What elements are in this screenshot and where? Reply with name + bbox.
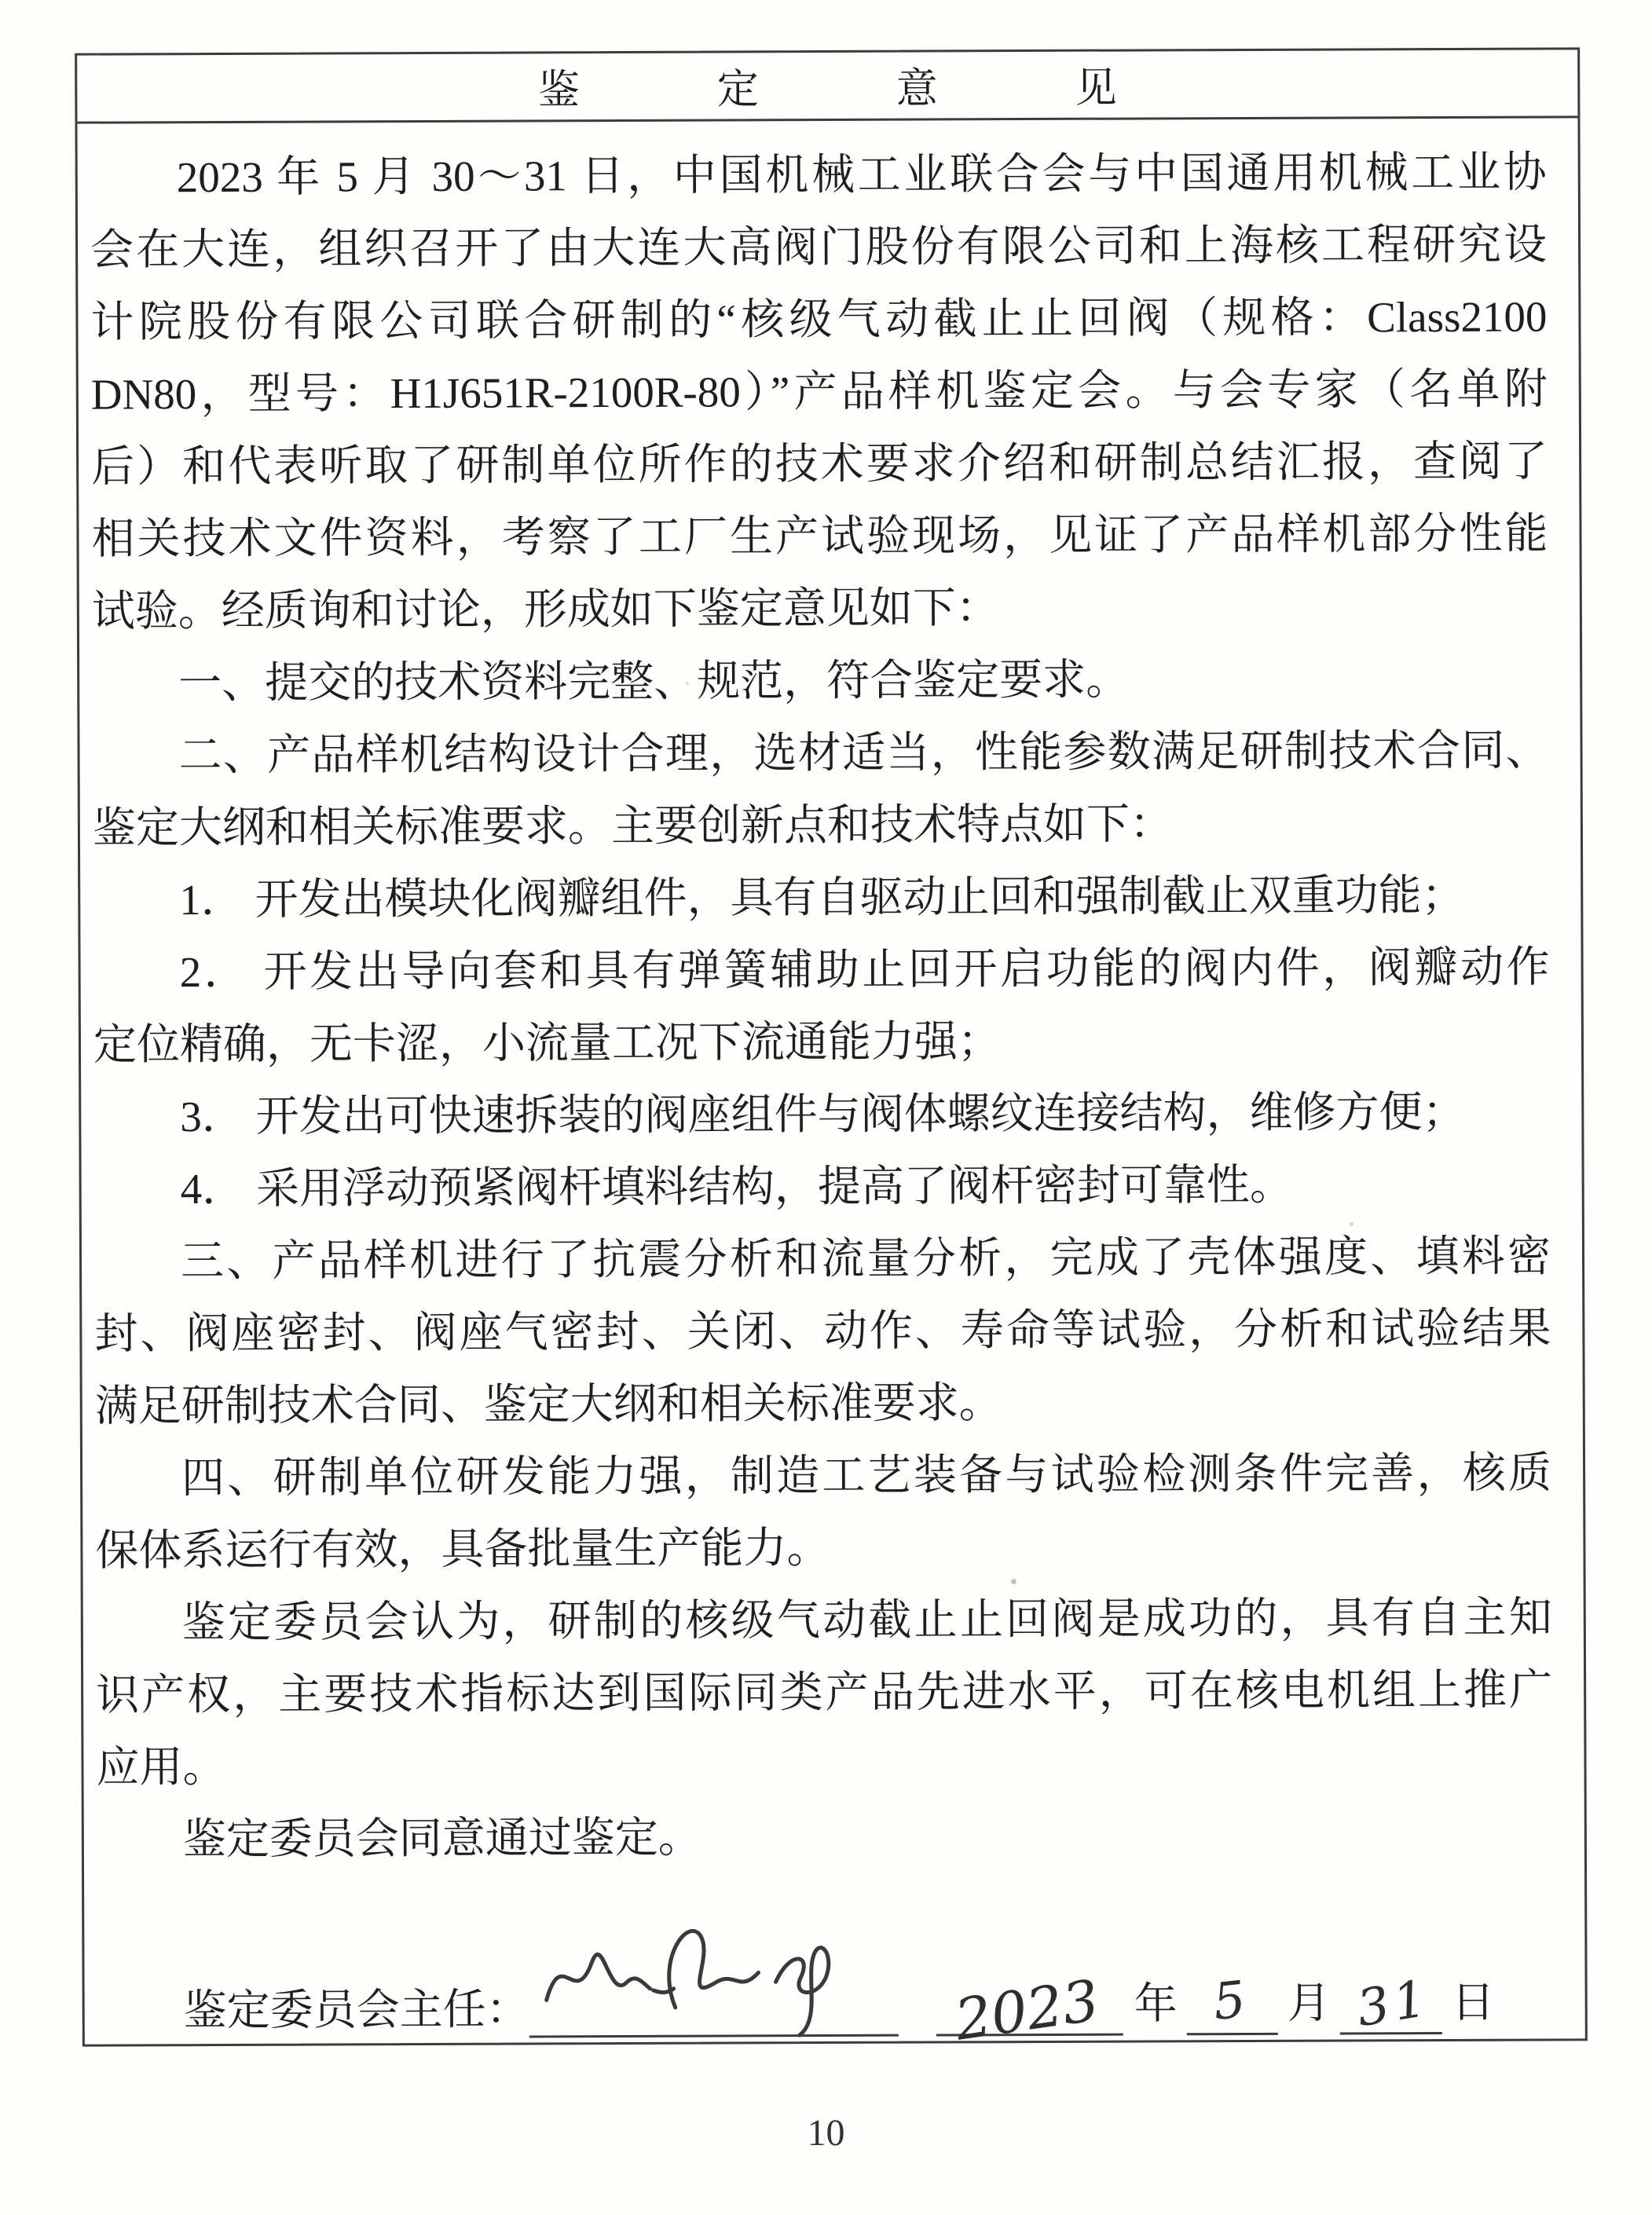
text-line: 1． 开发出模块化阀瓣组件，具有自驱动止回和强制截止双重功能； [179,870,1465,924]
month-label: 月 [1287,1979,1331,2027]
text-line: 二、产品样机结构设计合理，选材适当，性能参数满足研制技术合同、 [178,726,1549,780]
text-line: 试验。经质询和讨论，形成如下鉴定意见如下： [91,584,999,635]
year-label: 年 [1134,1979,1178,2028]
opinion-body [77,118,1584,1876]
handwritten-day: 31 [1353,1969,1435,2039]
year-underline [936,1967,1123,2053]
text-line: 应用。 [96,1742,226,1792]
text-line: 2023 年 5 月 30～31 日，中国机械工业联合会与中国通用机械工业协 [176,148,1547,202]
signature-row [183,1930,1584,2053]
text-line: 相关技术文件资料，考察了工厂生产试验现场，见证了产品样机部分性能 [91,509,1548,563]
text-line: 2． 开发出导向套和具有弹簧辅助止回开启功能的阀内件，阀瓣动作 [179,943,1550,997]
document-title: 鉴定意见 [537,64,1255,114]
month-underline [1187,1971,1278,2035]
text-line: 保体系运行有效，具备批量生产能力。 [95,1524,830,1575]
text-line: 鉴定大纲和相关标准要求。主要创新点和技术特点如下： [92,800,1174,852]
scan-speck [686,682,689,685]
day-label: 日 [1451,1978,1495,2026]
handwritten-year: 2023 [951,1967,1104,2053]
page-number: 10 [807,2112,845,2154]
text-line: 鉴定委员会认为，研制的核级气动截止止回阀是成功的，具有自主知 [181,1593,1552,1647]
day-underline [1340,1969,1442,2039]
text-line: DN80，型号：H1J651R-2100R-80）”产品样机鉴定会。与会专家（名单附 [90,364,1548,419]
text-line: 一、提交的技术资料完整、规范，符合鉴定要求。 [178,655,1130,708]
title-row [77,49,1577,123]
text-line: 3． 开发出可快速拆装的阀座组件与阀体螺纹连接结构，维修方便； [180,1087,1466,1141]
signature-label: 鉴定委员会主任： [183,1985,529,2035]
text-line: 4． 采用浮动预紧阀杆填料结构，提高了阀杆密封可靠性。 [180,1160,1294,1214]
text-line: 封、阀座密封、阀座气密封、关闭、动作、寿命等试验，分析和试验结果 [94,1304,1551,1358]
chairman-signature-icon [535,1905,881,2044]
text-line: 三、产品样机进行了抗震分析和流量分析，完成了壳体强度、填料密 [180,1232,1551,1286]
text-line: 四、研制单位研发能力强，制造工艺装备与试验检测条件完善，核质 [181,1448,1552,1503]
text-line: 鉴定委员会同意通过鉴定。 [182,1813,701,1864]
text-line: 识产权，主要技术指标达到国际同类产品先进水平，可在核电机组上推广 [96,1665,1553,1719]
text-line: 满足研制技术合同、鉴定大纲和相关标准要求。 [94,1378,1002,1430]
handwritten-month: 5 [1210,1971,1249,2033]
text-line: 计院股份有限公司联合研制的“核级气动截止止回阀（规格：Class2100 [90,292,1548,346]
scan-speck [1350,1222,1353,1226]
text-line: 会在大连，组织召开了由大连大高阀门股份有限公司和上海核工程研究设 [90,220,1548,274]
text-line: 定位精确，无卡涩，小流量工况下流通能力强； [93,1017,1002,1069]
text-line: 后）和代表听取了研制单位所作的技术要求介绍和研制总结汇报，查阅了 [91,437,1548,491]
signature-line [529,1978,899,2038]
document-border-box [75,47,1588,2053]
scan-speck [1011,1579,1016,1584]
